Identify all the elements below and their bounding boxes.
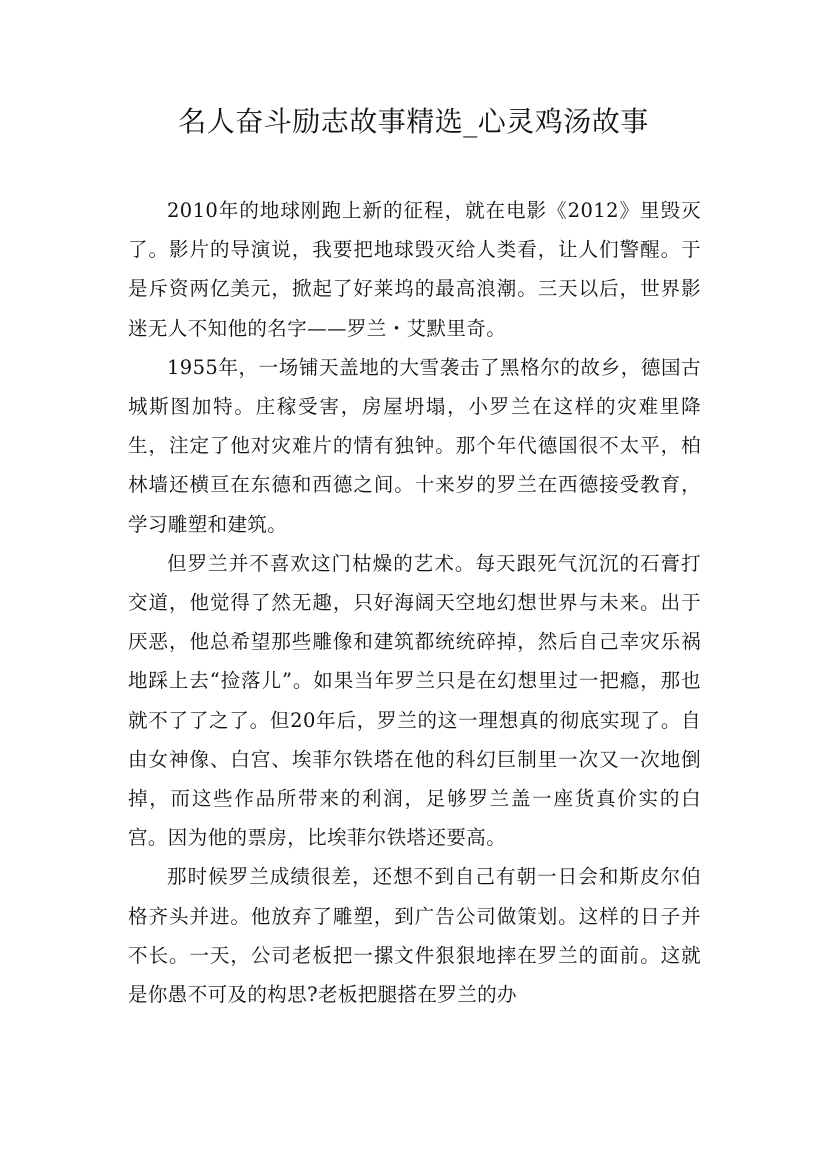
article-body [128,191,701,1014]
page-title: 名人奋斗励志故事精选_心灵鸡汤故事 [178,105,649,138]
paragraph-2: 1955年，一场铺天盖地的大雪袭击了黑格尔的故乡，德国古城斯图加特。庄稼受害，房屋坍塌，小罗兰在这样的灾难里降生，注定了他对灾难片的情有独钟。那个年代德国很不太平，柏林墙还横亘在东德和西德之间。十来岁的罗兰在西德接受教育，学习雕塑和建筑。 [128,355,701,536]
paragraph-3: 但罗兰并不喜欢这门枯燥的艺术。每天跟死气沉沉的石膏打交道，他觉得了然无趣，只好海阔天空地幻想世界与未来。出于厌恶，他总希望那些雕像和建筑都统统碎掉，然后自己幸灾乐祸地踩上去“捡落儿”。如果当年罗兰只是在幻想里过一把瘾，那也就不了了之了。但20年后，罗兰的这一理想真的彻底实现了。自由女神像、白宫、埃菲尔铁塔在他的科幻巨制里一次又一次地倒掉，而这些作品所带来的利润，足够罗兰盖一座货真价实的白宫。因为他的票房，比埃菲尔铁塔还要高。 [128,551,701,850]
paragraph-4: 那时候罗兰成绩很差，还想不到自己有朝一日会和斯皮尔伯格齐头并进。他放弃了雕塑，到广告公司做策划。这样的日子并不长。一天，公司老板把一摞文件狠狠地摔在罗兰的面前。这就是你愚不可及的构思?老板把腿搭在罗兰的办 [128,865,701,1007]
paragraph-1: 2010年的地球刚跑上新的征程，就在电影《2012》里毁灭了。影片的导演说，我要把地球毁灭给人类看，让人们警醒。于是斥资两亿美元，掀起了好莱坞的最高浪潮。三天以后，世界影迷无人不知他的名字——罗兰・艾默里奇。 [128,199,701,340]
